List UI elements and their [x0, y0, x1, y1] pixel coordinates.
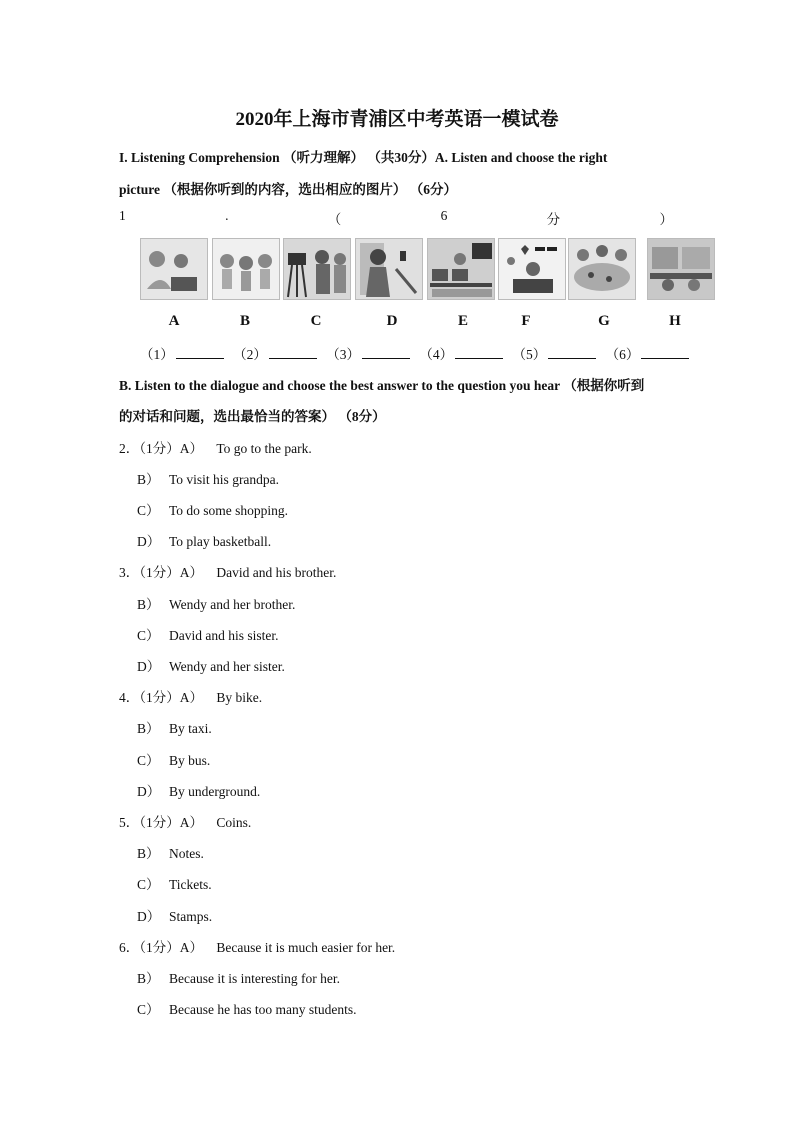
option-text: To play basketball.	[169, 534, 272, 549]
option-label: B）	[137, 721, 160, 736]
section1-heading-line2: picture （根据你听到的内容，选出相应的图片） （6分）	[119, 182, 457, 197]
q1-number: 1	[119, 208, 126, 223]
option-text: By taxi.	[169, 721, 212, 736]
question-stem: 2．（1分）A）	[119, 441, 203, 456]
option-a: Coins.	[216, 815, 252, 830]
question-3-option-d	[137, 655, 285, 675]
answer-blanks-row	[140, 343, 695, 363]
option-text: To visit his grandpa.	[169, 472, 280, 487]
q1-fen: 分	[546, 212, 561, 227]
question-5	[119, 811, 251, 831]
option-text: By bus.	[169, 753, 211, 768]
question-2-option-d	[137, 530, 271, 550]
option-label: B）	[137, 846, 160, 861]
option-label: B）	[137, 971, 160, 986]
option-text: Wendy and her brother.	[169, 597, 296, 612]
blank-label-6: （6）	[605, 347, 640, 362]
option-label: C）	[137, 628, 160, 643]
picture-label-d: D	[386, 313, 398, 329]
question-1-line	[119, 208, 673, 228]
girl-with-phone-picture	[355, 238, 423, 300]
option-text: Notes.	[169, 846, 204, 861]
picture-label-c: C	[310, 313, 322, 329]
picture-label-f: F	[521, 313, 531, 329]
children-singing-picture	[212, 238, 280, 300]
question-2-option-c	[137, 499, 288, 519]
blank-label-4: （4）	[419, 347, 454, 362]
question-4-option-b	[137, 717, 212, 737]
option-label: D）	[137, 534, 161, 549]
section2-heading-line2: 的对话和问题，选出最恰当的答案） （8分）	[119, 409, 386, 424]
question-2	[119, 437, 312, 457]
answer-blank-4[interactable]	[455, 346, 503, 359]
option-label: D）	[137, 659, 161, 674]
option-label: B）	[137, 472, 160, 487]
option-label: C）	[137, 877, 160, 892]
question-stem: 6．（1分）A）	[119, 940, 203, 955]
question-6	[119, 936, 395, 956]
option-label: C）	[137, 1002, 160, 1017]
question-3-option-c	[137, 624, 279, 644]
picture-label-a: A	[168, 313, 180, 329]
blank-label-1: （1）	[140, 347, 174, 362]
picture-label-g: G	[598, 313, 610, 329]
option-text: David and his sister.	[169, 628, 279, 643]
option-text: To do some shopping.	[169, 503, 289, 518]
option-label: D）	[137, 909, 161, 924]
option-text: Stamps.	[169, 909, 213, 924]
question-4-option-d	[137, 780, 260, 800]
q1-points: 6	[440, 208, 448, 223]
question-5-option-d	[137, 905, 212, 925]
section2-heading-line1: B. Listen to the dialogue and choose the best answer to the question you hear （根据你听到	[119, 378, 645, 393]
question-stem: 3．（1分）A）	[119, 565, 203, 580]
picture-label-h: H	[669, 313, 681, 329]
interview-camera-picture	[283, 238, 351, 300]
option-text: Because he has too many students.	[169, 1002, 357, 1017]
option-a: To go to the park.	[216, 441, 312, 456]
option-a: David and his brother.	[216, 565, 337, 580]
question-4	[119, 686, 262, 706]
q1-dot: .	[225, 208, 229, 223]
answer-blank-2[interactable]	[269, 346, 317, 359]
question-6-option-b	[137, 967, 340, 987]
office-desks-picture	[647, 238, 715, 300]
answer-blank-3[interactable]	[362, 346, 410, 359]
question-6-option-c	[137, 998, 356, 1018]
question-3-option-b	[137, 593, 295, 613]
option-text: Tickets.	[169, 877, 212, 892]
question-4-option-c	[137, 749, 210, 769]
answer-blank-6[interactable]	[641, 346, 689, 359]
question-5-option-c	[137, 873, 212, 893]
question-stem: 5．（1分）A）	[119, 815, 203, 830]
option-a: Because it is much easier for her.	[216, 940, 396, 955]
blank-label-2: （2）	[233, 347, 267, 362]
children-with-laptop-picture	[140, 238, 208, 300]
question-2-option-b	[137, 468, 279, 488]
option-text: By underground.	[169, 784, 261, 799]
option-label: D）	[137, 784, 161, 799]
question-stem: 4．（1分）A）	[119, 690, 203, 705]
q1-open-paren: （	[327, 212, 342, 227]
page-title: 2020年上海市青浦区中考英语一模试卷	[235, 109, 559, 130]
option-text: Wendy and her sister.	[169, 659, 285, 674]
answer-blank-1[interactable]	[176, 346, 224, 359]
option-label: C）	[137, 753, 160, 768]
q1-close-paren: ）	[659, 212, 673, 227]
question-3	[119, 561, 336, 581]
picture-label-e: E	[457, 313, 468, 329]
blank-label-3: （3）	[326, 347, 360, 362]
blank-label-5: （5）	[512, 347, 547, 362]
option-label: C）	[137, 503, 160, 518]
classroom-computers-picture	[427, 238, 495, 300]
option-a: By bike.	[216, 690, 263, 705]
question-5-option-b	[137, 842, 204, 862]
answer-blank-5[interactable]	[548, 346, 596, 359]
option-label: B）	[137, 597, 160, 612]
family-dinner-picture	[568, 238, 636, 300]
section1-heading-line1: I. Listening Comprehension （听力理解） （共30分）A. Listen and choose the right	[119, 150, 608, 165]
option-text: Because it is interesting for her.	[169, 971, 340, 986]
picture-label-b: B	[239, 313, 250, 329]
shopping-items-picture	[498, 238, 566, 300]
